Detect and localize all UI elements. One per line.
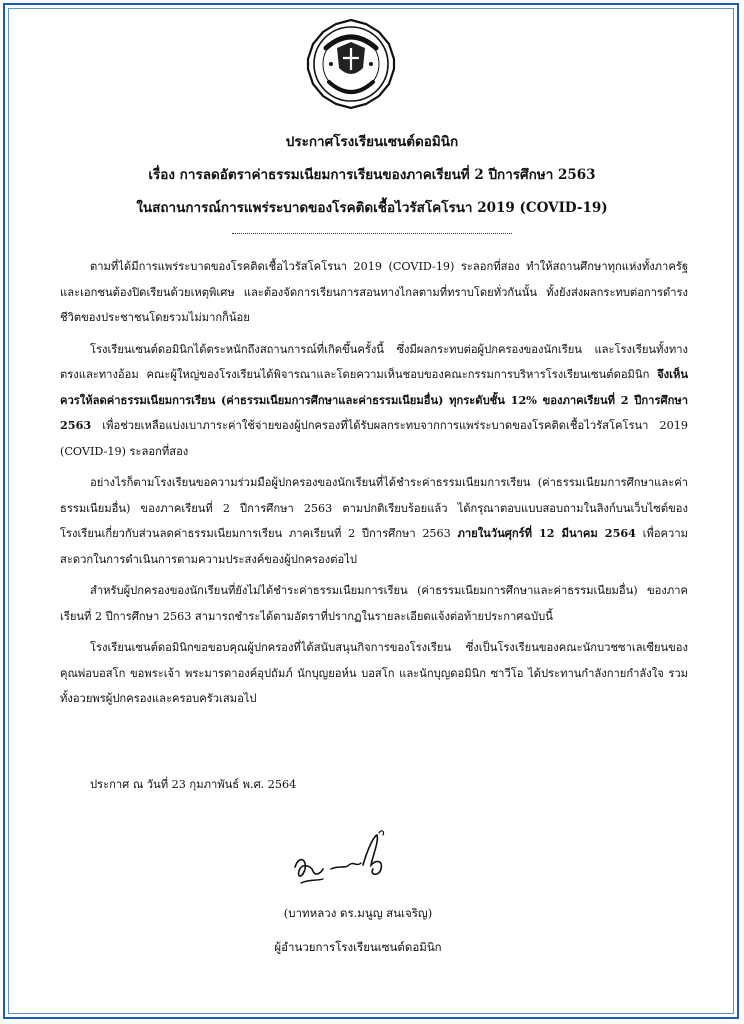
- announcement-title: [0, 126, 744, 225]
- paragraph-2-part-2: เพื่อช่วยเหลือแบ่งเบาภาระค่าใช้จ่ายของผู้ปกครองที่ได้รับผลกระทบจากการแพร่ระบาดของโรคติดเชื้อไวรัสโคโรนา 2019 (COVID-19) ระลอกที่สอง: [60, 419, 688, 458]
- signer-name: (บาทหลวง ดร.มนูญ สนเจริญ): [283, 906, 433, 920]
- school-seal-logo: [305, 18, 397, 110]
- paragraph-3-bold: ภายในวันศุกร์ที่ 12 มีนาคม 2564: [457, 526, 636, 540]
- paragraph-1: ตามที่ได้มีการแพร่ระบาดของโรคติดเชื้อไวรัสโคโรนา 2019 (COVID-19) ระลอกที่สอง ทำให้สถานศึกษาทุกแห่งทั้งภาครัฐและเอกชนต้องปิดเรียนด้วยเหตุพิเศษ และต้องจัดการเรียนการสอนทางไกลตามที่ทราบโดยทั่วกันนั้น ทั้งยังส่งผลกระทบต่อการดำรงชีวิตของประชาชนโดยรวมไม่มากก็น้อย: [60, 260, 688, 324]
- signer-title: ผู้อำนวยการโรงเรียนเซนต์ดอมินิก: [274, 940, 442, 954]
- title-line-2: เรื่อง การลดอัตราค่าธรรมเนียมการเรียนของภาคเรียนที่ 2 ปีการศึกษา 2563: [148, 167, 596, 183]
- paragraph-3-part-2: เพื่อความสะดวกในการดำเนินการตามความประสงค์ของผู้ปกครองต่อไป: [60, 527, 688, 566]
- signature-image: [287, 825, 397, 895]
- title-line-1: ประกาศโรงเรียนเซนต์ดอมินิก: [285, 134, 459, 150]
- title-divider: [232, 233, 512, 234]
- announcement-date: ประกาศ ณ วันที่ 23 กุมภาพันธ์ พ.ศ. 2564: [90, 778, 297, 791]
- paragraph-4: สำหรับผู้ปกครองของนักเรียนที่ยังไม่ได้ชำระค่าธรรมเนียมการเรียน (ค่าธรรมเนียมการศึกษาและค่าธรรมเนียมอื่น) ของภาคเรียนที่ 2 ปีการศึกษา 2563 สามารถชำระได้ตามอัตราที่ปรากฏในรายละเอียดแจ้งต่อท้ายประกาศฉบับนี้: [60, 584, 688, 623]
- paragraph-5: โรงเรียนเซนต์ดอมินิกขอขอบคุณผู้ปกครองที่ได้สนับสนุนกิจการของโรงเรียน ซึ่งเป็นโรงเรียนของคณะนักบวชซาเลเซียนของคุณพ่อบอสโก ขอพระเจ้า พระมารดาองค์อุปถัมภ์ นักบุญยอห์น บอสโก และนักบุญดอมินิก ซาวีโอ ได้ประทานกำลังกายกำลังใจ รวมทั้งอวยพรผู้ปกครองและครอบครัวเสมอไป: [60, 641, 688, 705]
- announcement-body: [60, 254, 688, 718]
- paragraph-2-bold: จึงเห็นควรให้ลดค่าธรรมเนียมการเรียน (ค่าธรรมเนียมการศึกษาและค่าธรรมเนียมอื่น) ทุกระดับชั้น 12% ของภาคเรียนที่ 2 ปีการศึกษา 2563: [60, 367, 688, 432]
- title-line-3: ในสถานการณ์การแพร่ระบาดของโรคติดเชื้อไวรัสโคโรนา 2019 (COVID-19): [136, 200, 608, 216]
- paragraph-3-part-1: อย่างไรก็ตามโรงเรียนขอความร่วมมือผู้ปกครองของนักเรียนที่ได้ชำระค่าธรรมเนียมการเรียน (ค่าธรรมเนียมการศึกษาและค่าธรรมเนียมอื่น) ของภาคเรียนที่ 2 ปีการศึกษา 2563 ตามปกติเรียบร้อยแล้ว ได้กรุณาตอบแบบสอบถามในลิงก์บนเว็บไซต์ของโรงเรียนเกี่ยวกับส่วนลดค่าธรรมเนียมการเรียน ภาคเรียนที่ 2 ปีการศึกษา 2563: [60, 476, 688, 540]
- paragraph-2-part-1: โรงเรียนเซนต์ดอมินิกได้ตระหนักถึงสถานการณ์ที่เกิดขึ้นครั้งนี้ ซึ่งมีผลกระทบต่อผู้ปกครองของนักเรียน และโรงเรียนทั้งทางตรงและทางอ้อม คณะผู้ใหญ่ของโรงเรียนได้พิจารณาและโดยความเห็นชอบของคณะกรรมการบริหารโรงเรียนเซนต์ดอมินิก: [60, 342, 688, 381]
- paragraph-3: [60, 470, 688, 572]
- paragraph-2: [60, 337, 688, 465]
